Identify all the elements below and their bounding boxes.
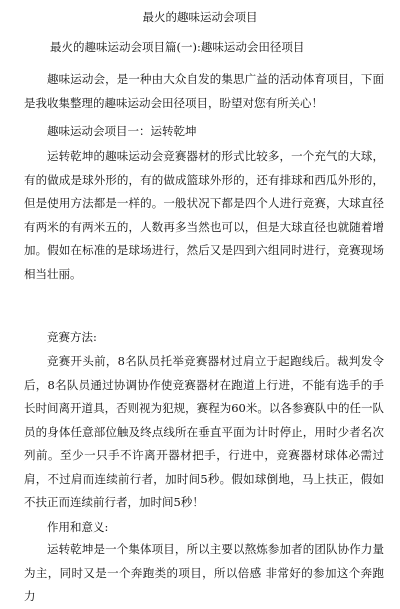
intro-paragraph: 趣味运动会，是一种由大众自发的集思广益的活动体育项目，下面是我收集整理的趣味运动会田径项目，盼望对您有所关心！ bbox=[24, 72, 384, 110]
section-heading-project-one: 趣味运动会项目一：运转乾坤 bbox=[47, 124, 197, 138]
document-title: 最火的趣味运动会项目 bbox=[142, 10, 258, 24]
meaning-paragraph: 运转乾坤是一个集体项目，所以主要以熬炼参加者的团队协作力量为主，同时又是一个奔跑类的项目，所以倍感 非常好的参加这个奔跑力 bbox=[24, 542, 384, 603]
competition-method-paragraph: 竞赛开头前，8名队员托举竞赛器材过肩立于起跑线后。裁判发令后，8名队员通过协调协作使竞赛器材在跑道上行进，不能有选手的手长时间离开道具，否则视为犯规，赛程为60米。以各参赛队中的任一队员的身体任意部位触及终点线所在垂直平面为计时停止，用时少者名次列前。至少一只手不许离开器材把手，行进中，竞赛器材球体必需过肩，不过肩而连续前行者，加时间5秒。假如球倒地，马上扶正，假如不扶正而连续前行者，加时间5秒！ bbox=[24, 354, 384, 509]
meaning-heading: 作用和意义: bbox=[47, 520, 109, 534]
document-subtitle: 最火的趣味运动会项目篇(一):趣味运动会田径项目 bbox=[50, 40, 305, 54]
competition-method-heading: 竞赛方法: bbox=[47, 330, 97, 344]
project-description-paragraph: 运转乾坤的趣味运动会竞赛器材的形式比较多，一个充气的大球，有的做成是球外形的，有的做成篮球外形的，还有排球和西瓜外形的，但是使用方法都是一样的。一般状况下都是四个人进行竞赛，大球直径有两米的有两米五的，人数再多当然也可以，但是大球直径也就随着增加。假如在标准的是球场进行，然后又是四到六组同时进行，竞赛现场相当壮丽。 bbox=[24, 149, 384, 281]
